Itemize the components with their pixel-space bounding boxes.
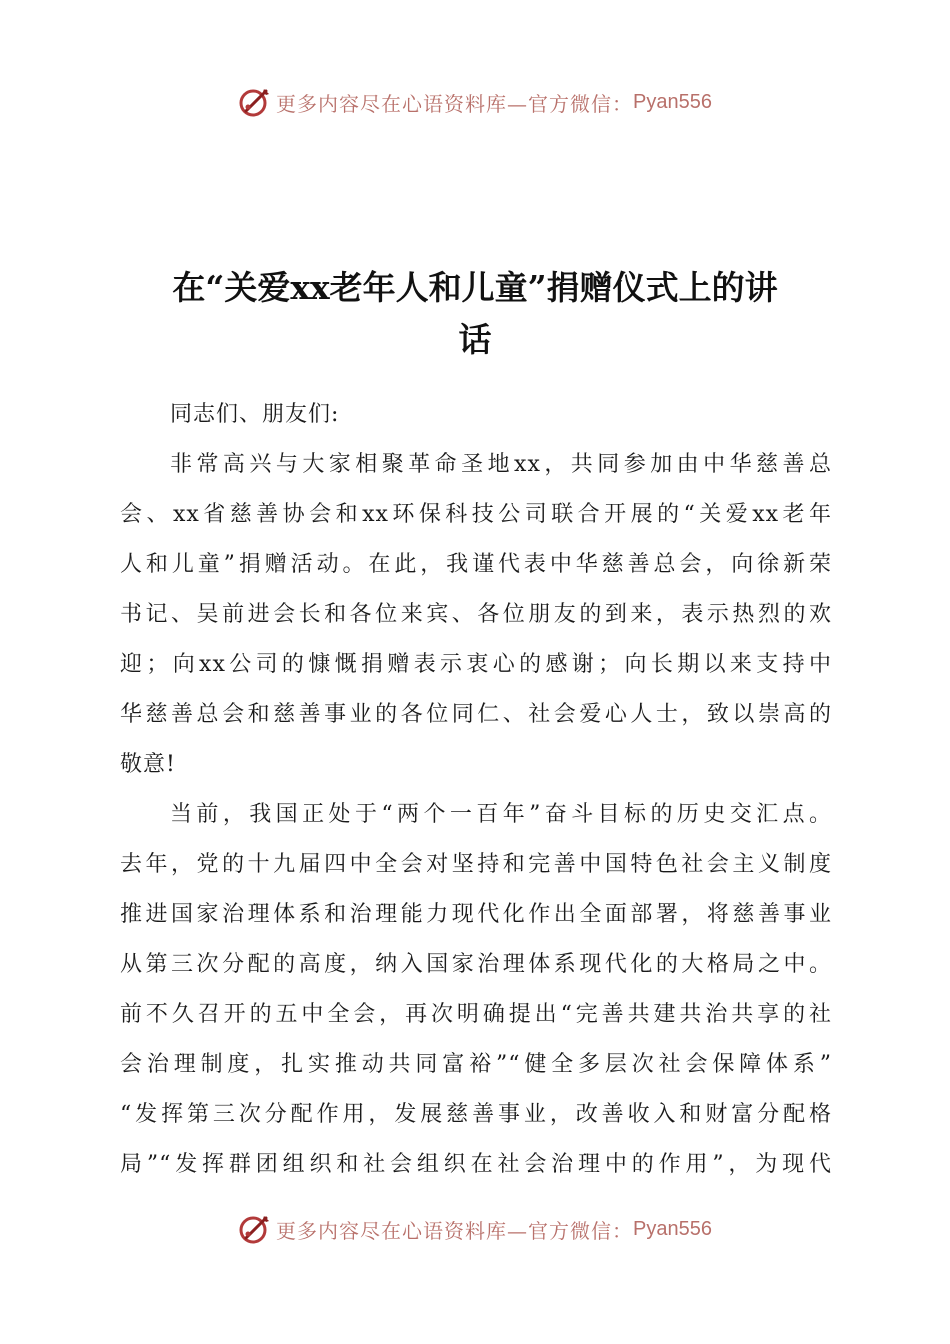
title-line-1: 在“关爱xx老年人和儿童”捐赠仪式上的讲 (172, 268, 778, 307)
pen-logo-icon (238, 85, 272, 119)
body-line: 书记、吴前进会长和各位来宾、各位朋友的到来，表示热烈的欢 (120, 602, 832, 627)
body-line: “发挥第三次分配作用，发展慈善事业，改善收入和财富分配格 (120, 1102, 832, 1127)
body-line: 人和儿童”捐赠活动。在此，我谨代表中华慈善总会，向徐新荣 (120, 552, 832, 577)
body-line: 从第三次分配的高度，纳入国家治理体系现代化的大格局之中。 (120, 952, 832, 977)
footer-watermark (0, 1209, 950, 1249)
body-line: 推进国家治理体系和治理能力现代化作出全面部署，将慈善事业 (120, 902, 832, 927)
body-line: 局”“发挥群团组织和社会组织在社会治理中的作用”，为现代 (120, 1152, 832, 1177)
body-line: 华慈善总会和慈善事业的各位同仁、社会爱心人士，致以崇高的 (120, 702, 832, 727)
watermark-wechat-id: Pyan556 (633, 1217, 712, 1240)
salutation-line: 同志们、朋友们: (170, 402, 340, 427)
body-line: 迎；向xx公司的慷慨捐赠表示衷心的感谢；向长期以来支持中 (120, 652, 832, 677)
body-line: 会、xx省慈善协会和xx环保科技公司联合开展的“关爱xx老年 (120, 502, 832, 527)
pen-logo-icon (238, 1212, 272, 1246)
document-title (120, 262, 830, 366)
body-line: 非常高兴与大家相聚革命圣地xx，共同参加由中华慈善总 (170, 452, 832, 477)
header-watermark (0, 82, 950, 122)
title-line-2: 话 (458, 320, 492, 359)
watermark-text: 更多内容尽在心语资料库—官方微信： (276, 1218, 634, 1243)
watermark-text: 更多内容尽在心语资料库—官方微信： (276, 91, 634, 116)
body-line: 会治理制度，扎实推动共同富裕”“健全多层次社会保障体系” (120, 1052, 832, 1077)
body-line: 前不久召开的五中全会，再次明确提出“完善共建共治共享的社 (120, 1002, 832, 1027)
body-line: 敬意! (120, 752, 176, 777)
body-line: 去年，党的十九届四中全会对坚持和完善中国特色社会主义制度 (120, 852, 832, 877)
watermark-wechat-id: Pyan556 (633, 90, 712, 113)
body-line: 当前，我国正处于“两个一百年”奋斗目标的历史交汇点。 (170, 802, 832, 827)
speech-body (120, 390, 832, 1190)
